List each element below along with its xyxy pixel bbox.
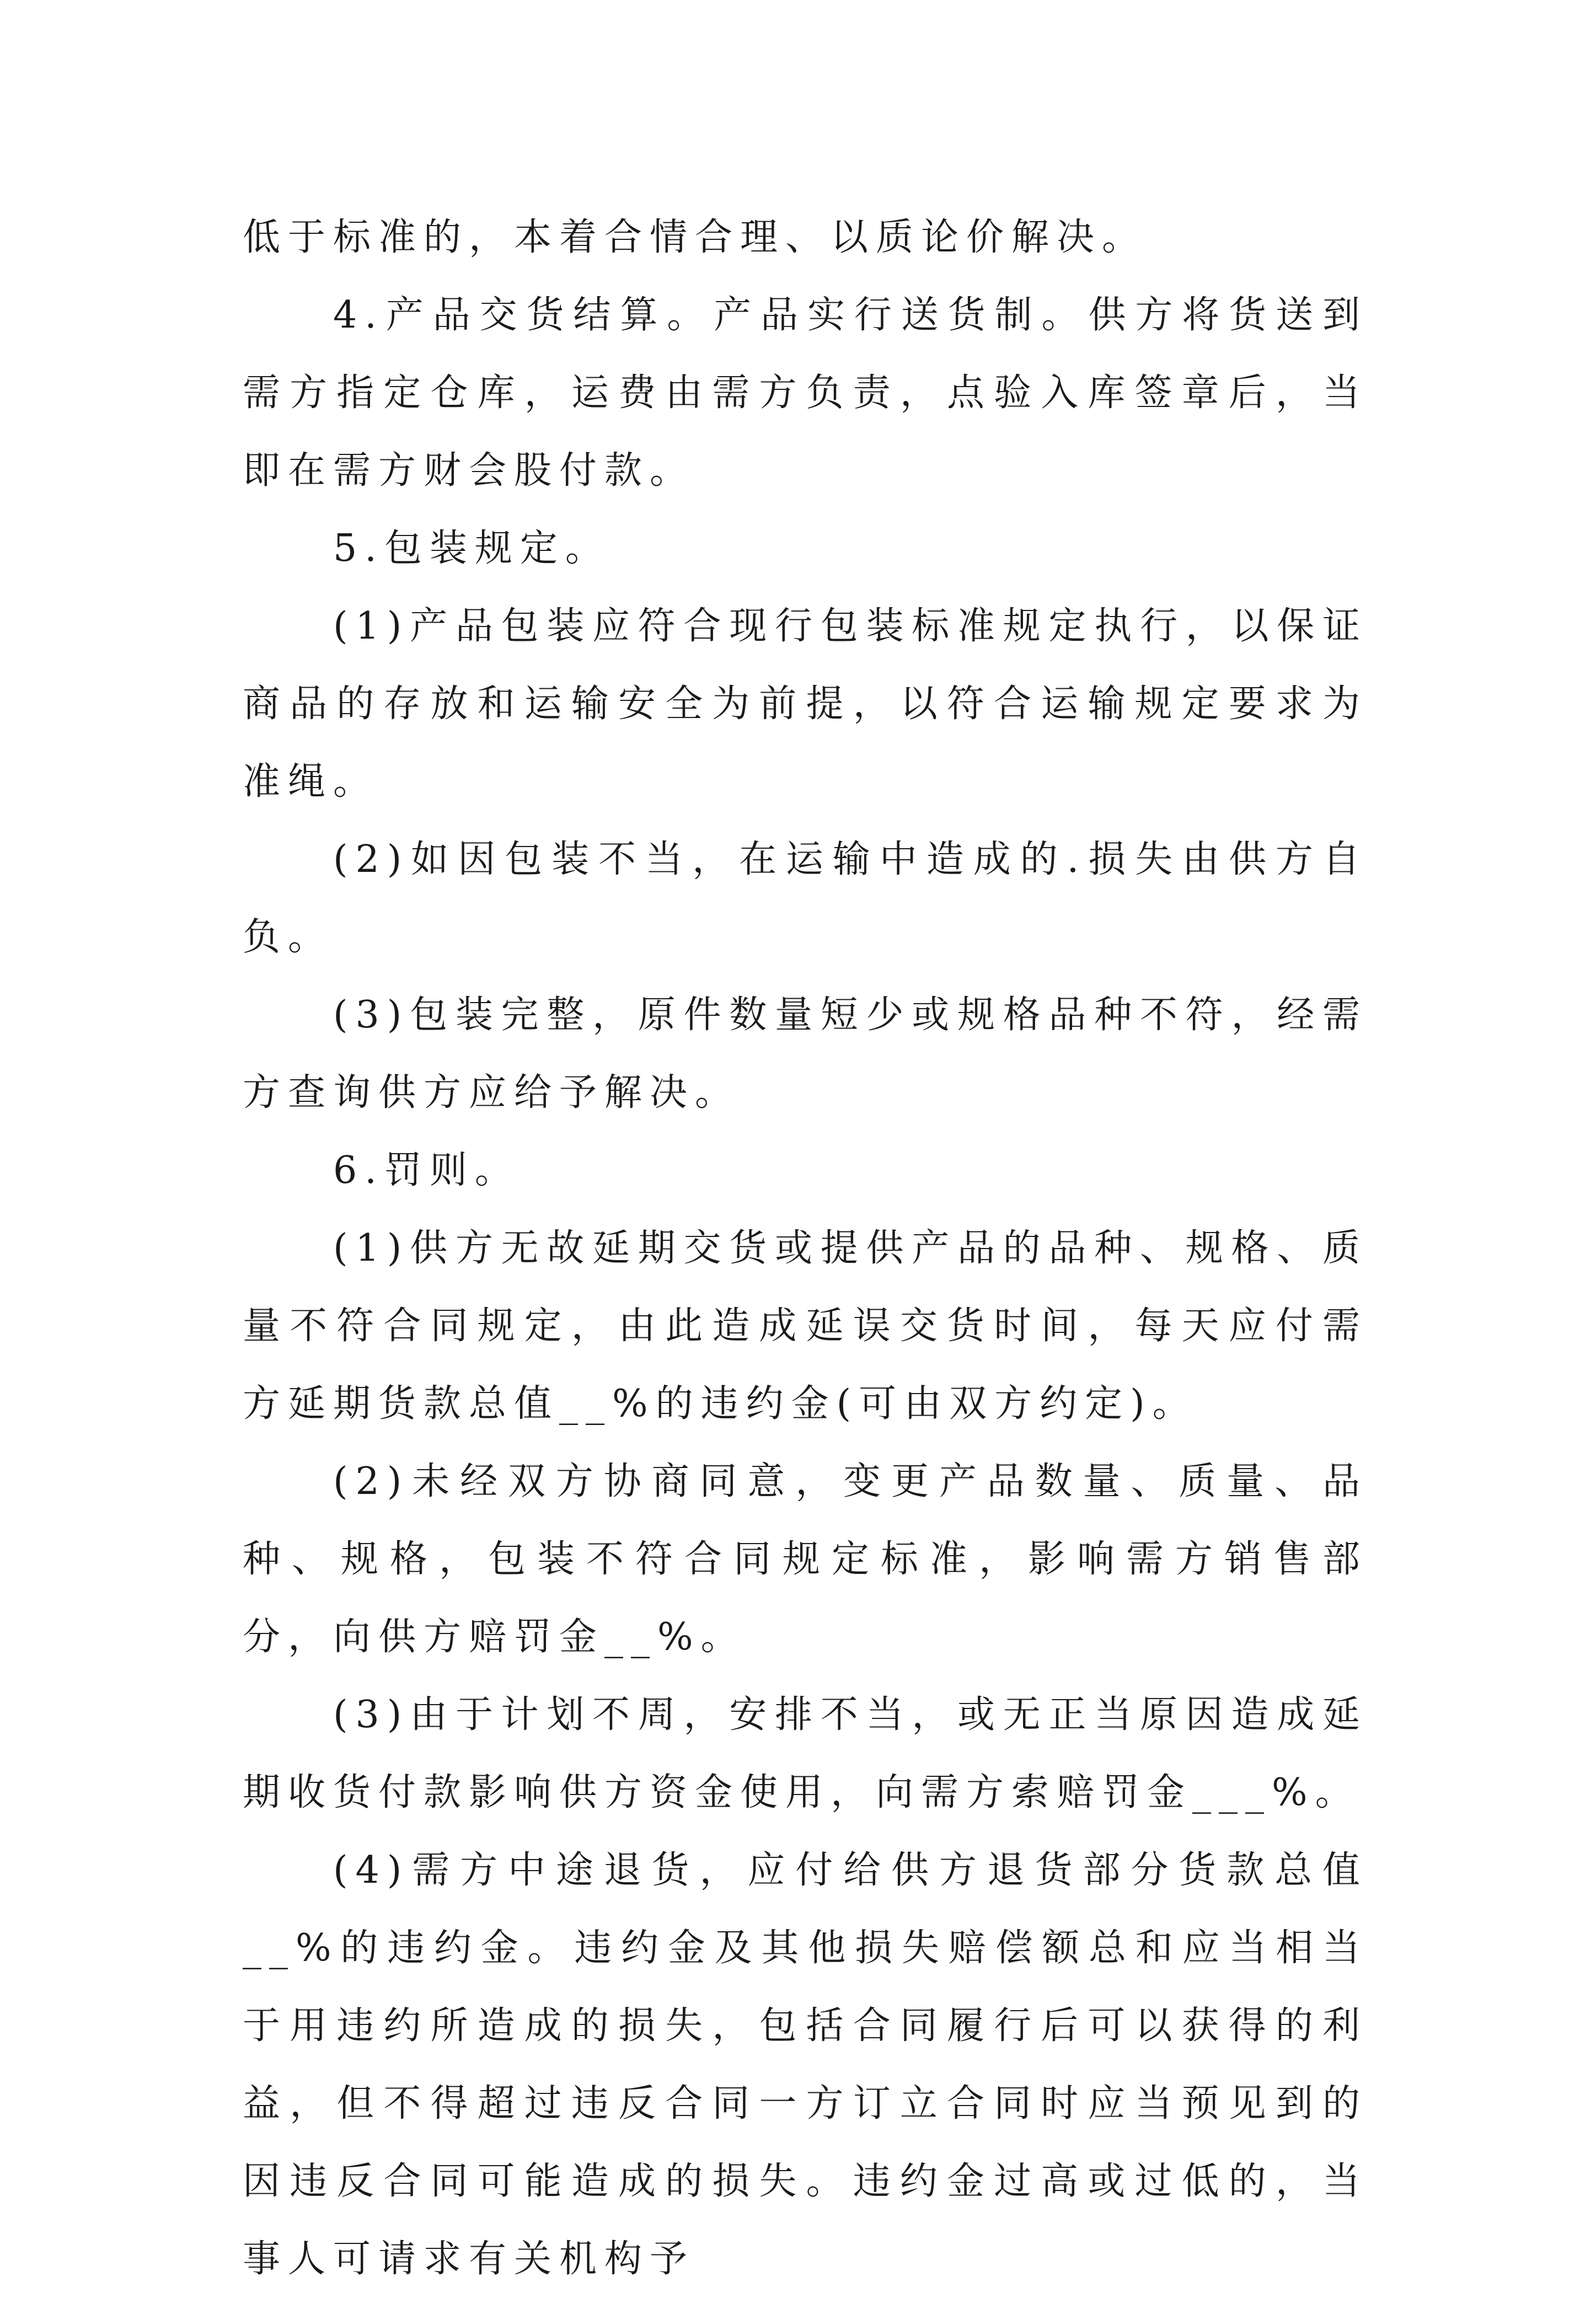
paragraph-packaging-shortage: (3)包装完整，原件数量短少或规格品种不符，经需方查询供方应给予解决。 xyxy=(243,993,1368,1115)
paragraph-penalty-late-payment: (3)由于计划不周，安排不当，或无正当原因造成延期收货付款影响供方资金使用，向需方索赔罚金___%。 xyxy=(243,1693,1368,1814)
paragraph-quality-resolution: 低于标准的，本着合情合理、以质论价解决。 xyxy=(243,216,1148,259)
paragraph-delivery-settlement: 4.产品交货结算。产品实行送货制。供方将货送到需方指定仓库，运费由需方负责，点验入库签章后，当即在需方财会股付款。 xyxy=(243,293,1368,492)
paragraph-penalty-return: (4)需方中途退货，应付给供方退货部分货款总值__%的违约金。违约金及其他损失赔偿额总和应当相当于用违约所造成的损失，包括合同履行后可以获得的利益，但不得超过违反合同一方订立合同时应当预见到的因违反合同可能造成的损失。违约金过高或过低的，当事人可请求有关机构予 xyxy=(243,1849,1368,2281)
paragraph-packaging-standard: (1)产品包装应符合现行包装标准规定执行，以保证商品的存放和运输安全为前提，以符合运输规定要求为准绳。 xyxy=(243,604,1368,804)
paragraph-penalty-late-delivery: (1)供方无故延期交货或提供产品的品种、规格、质量不符合同规定，由此造成延误交货时间，每天应付需方延期货款总值__%的违约金(可由双方约定)。 xyxy=(243,1226,1368,1426)
paragraph-packaging-loss: (2)如因包装不当，在运输中造成的.损失由供方自负。 xyxy=(243,838,1368,959)
document-body xyxy=(243,199,1368,2298)
paragraph-penalty-unilateral-change: (2)未经双方协商同意，变更产品数量、质量、品种、规格，包装不符合同规定标准，影响需方销售部分，向供方赔罚金__%。 xyxy=(243,1460,1368,1659)
paragraph-packaging-heading: 5.包装规定。 xyxy=(333,527,610,570)
paragraph-penalty-heading: 6.罚则。 xyxy=(333,1149,520,1192)
